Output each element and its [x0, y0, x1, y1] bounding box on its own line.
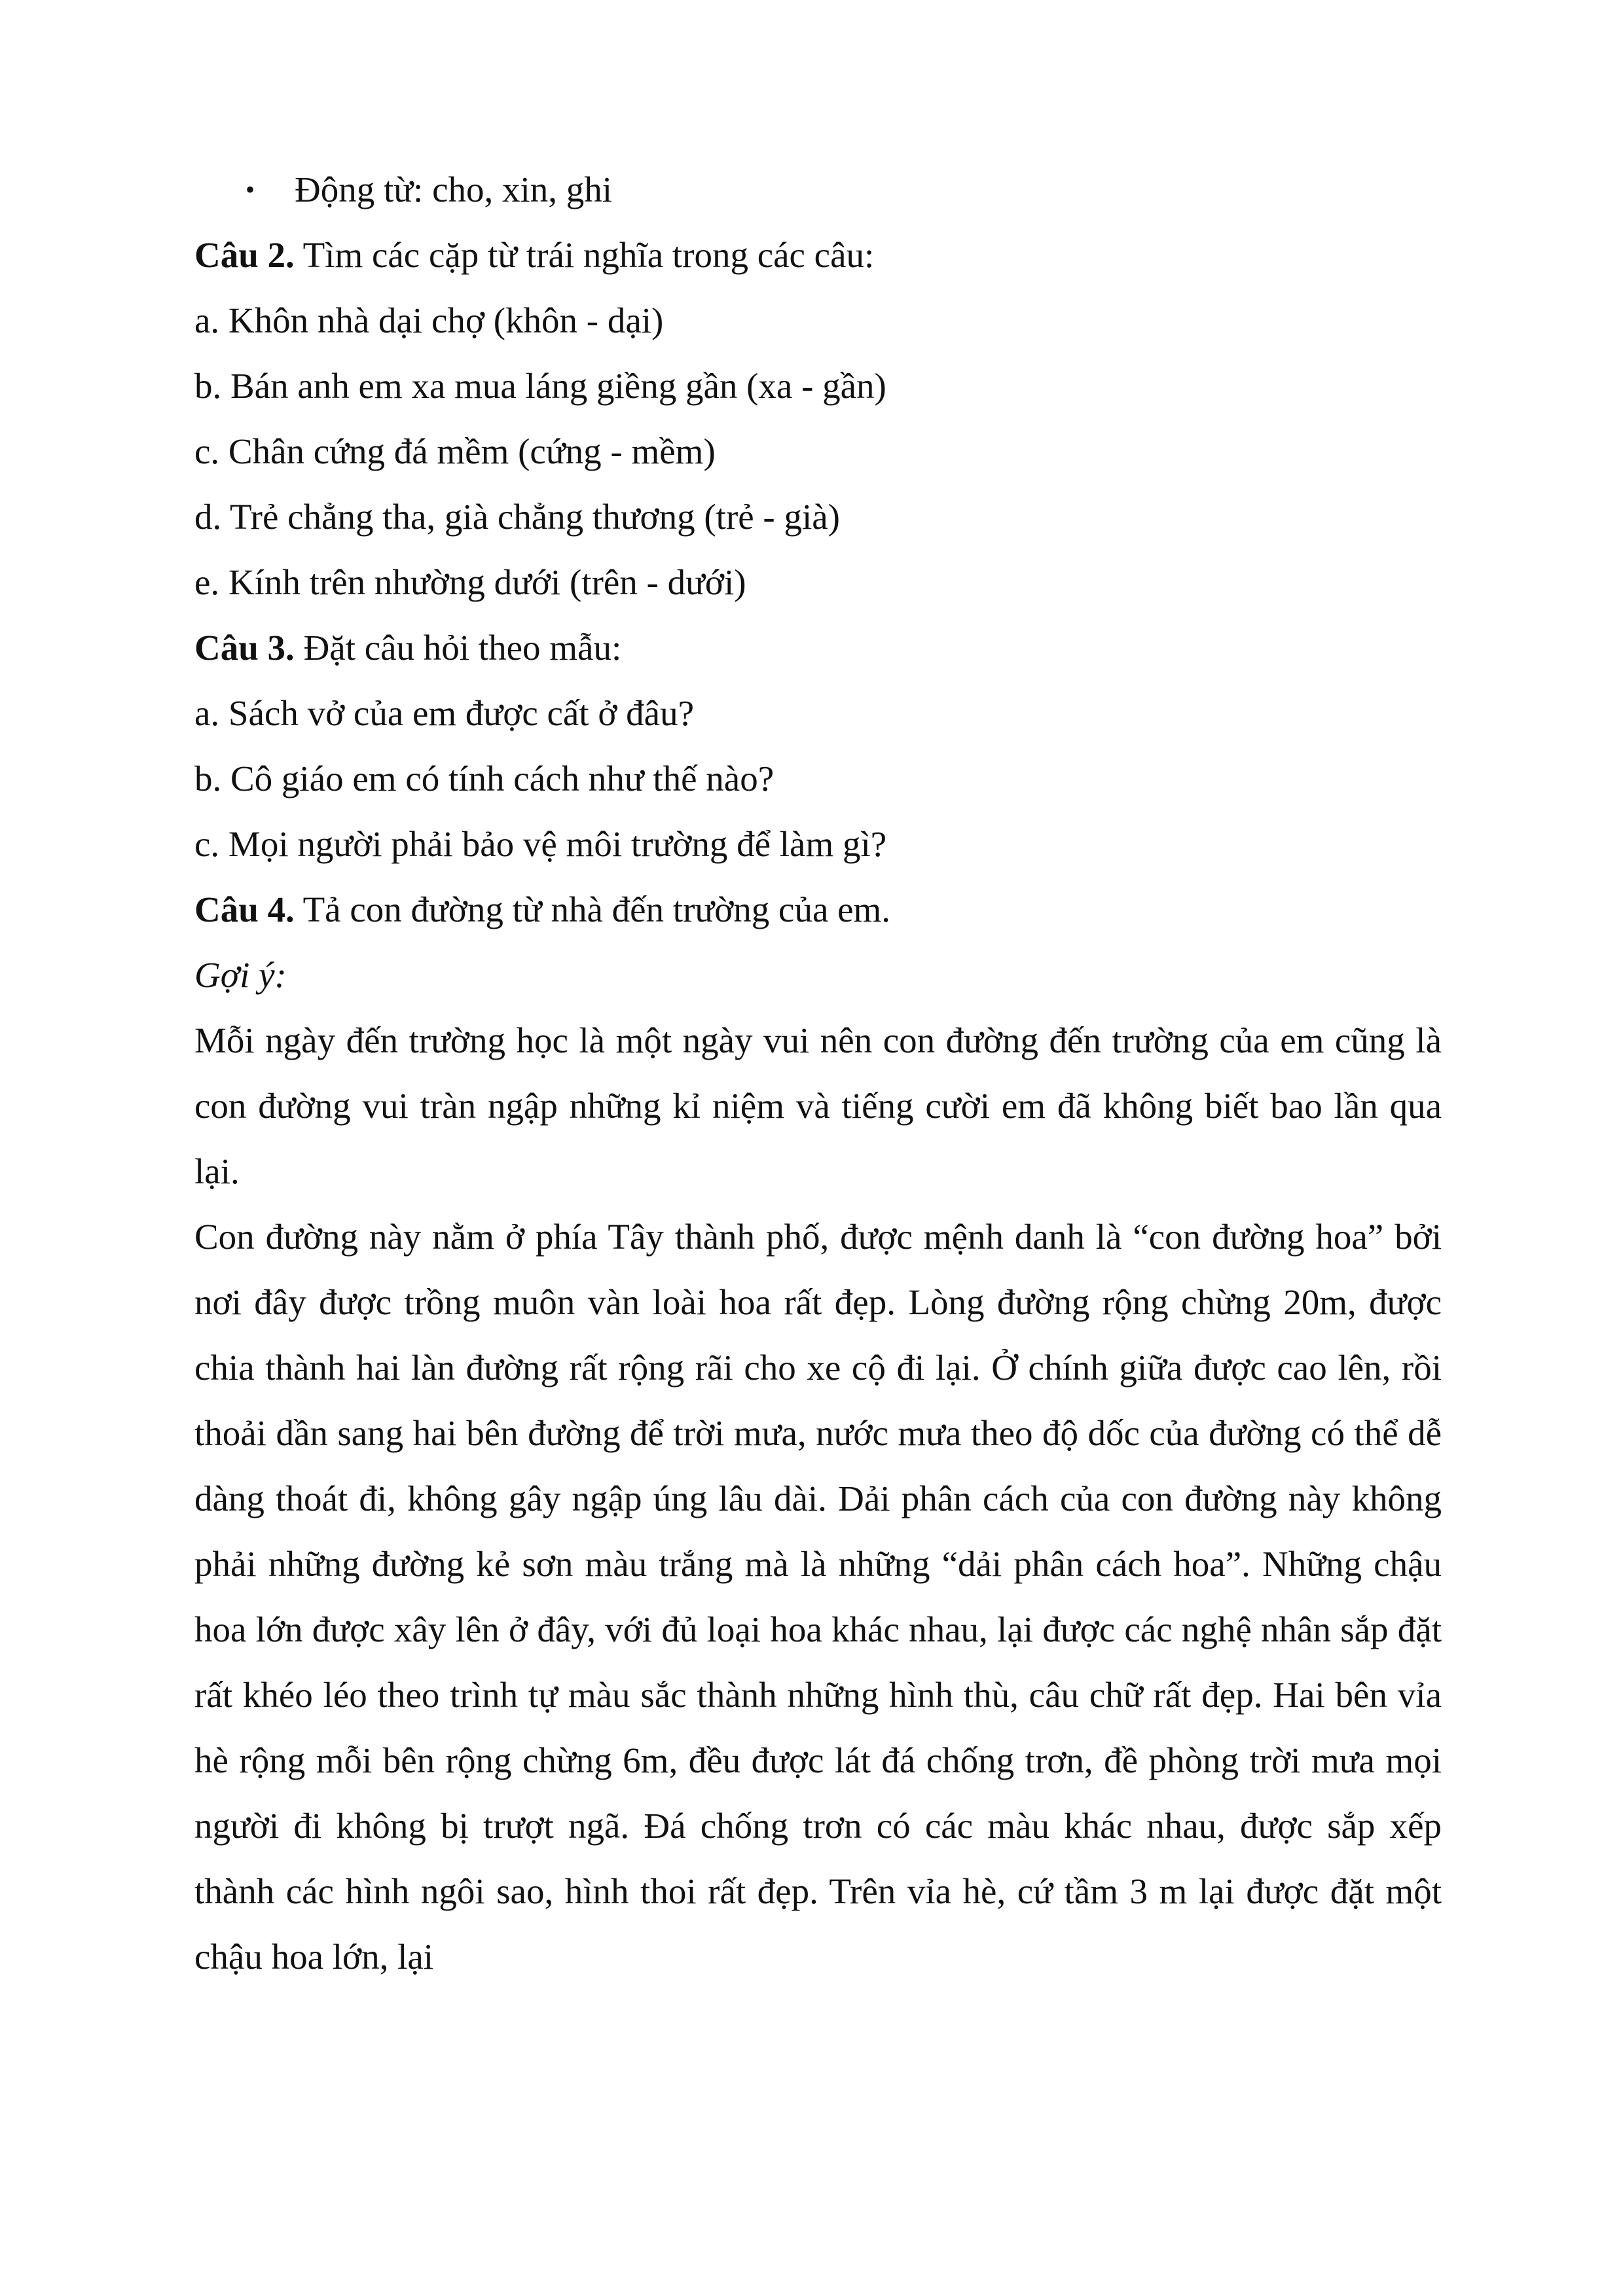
question-text: Đặt câu hỏi theo mẫu: — [294, 628, 622, 668]
bullet-icon: • — [246, 175, 255, 204]
answer-item: c. Mọi người phải bảo vệ môi trường để làm gì? — [194, 824, 887, 864]
question-4-heading — [194, 877, 1442, 942]
essay-paragraph: Mỗi ngày đến trường học là một ngày vui nên con đường đến trường của em cũng là con đường vui tràn ngập những kỉ niệm và tiếng cười em đã không biết bao lần qua lại. — [194, 1020, 1442, 1191]
list-item — [194, 157, 1442, 223]
answer-item: e. Kính trên nhường dưới (trên - dưới) — [194, 562, 746, 602]
answer-item: b. Bán anh em xa mua láng giềng gần (xa - gần) — [194, 366, 886, 406]
question-3-heading — [194, 615, 1442, 681]
document-page — [194, 157, 1442, 1990]
question-text: Tìm các cặp từ trái nghĩa trong các câu: — [294, 235, 875, 275]
answer-item: c. Chân cứng đá mềm (cứng - mềm) — [194, 431, 716, 471]
hint-label: Gợi ý: — [194, 955, 287, 995]
essay-paragraph: Con đường này nằm ở phía Tây thành phố, được mệnh danh là “con đường hoa” bởi nơi đây được trồng muôn vàn loài hoa rất đẹp. Lòng đường rộng chừng 20m, được chia thành hai làn đường rất rộng rãi cho xe cộ đi lại. Ở chính giữa được cao lên, rồi thoải dần sang hai bên đường để trời mưa, nước mưa theo độ dốc của đường có thể dễ dàng thoát đi, không gây ngập úng lâu dài. Dải phân cách của con đường này không phải những đường kẻ sơn màu trắng mà là những “dải phân cách hoa”. Những chậu hoa lớn được xây lên ở đây, với đủ loại hoa khác nhau, lại được các nghệ nhân sắp đặt rất khéo léo theo trình tự màu sắc thành những hình thù, câu chữ rất đẹp. Hai bên vỉa hè rộng mỗi bên rộng chừng 6m, đều được lát đá chống trơn, đề phòng trời mưa mọi người đi không bị trượt ngã. Đá chống trơn có các màu khác nhau, được sắp xếp thành các hình ngôi sao, hình thoi rất đẹp. Trên vỉa hè, cứ tầm 3 m lại được đặt một chậu hoa lớn, lại — [194, 1217, 1442, 1977]
question-label: Câu 2. — [194, 235, 295, 275]
question-label: Câu 3. — [194, 628, 295, 668]
question-label: Câu 4. — [194, 889, 295, 929]
answer-item: a. Sách vở của em được cất ở đâu? — [194, 693, 694, 733]
question-text: Tả con đường từ nhà đến trường của em. — [294, 889, 891, 929]
answer-item: a. Khôn nhà dại chợ (khôn - dại) — [194, 300, 664, 340]
bullet-text: Động từ: cho, xin, ghi — [295, 170, 613, 209]
answer-item: d. Trẻ chẳng tha, già chẳng thương (trẻ - già) — [194, 497, 840, 537]
answer-item: b. Cô giáo em có tính cách như thế nào? — [194, 759, 775, 798]
question-2-heading — [194, 223, 1442, 288]
